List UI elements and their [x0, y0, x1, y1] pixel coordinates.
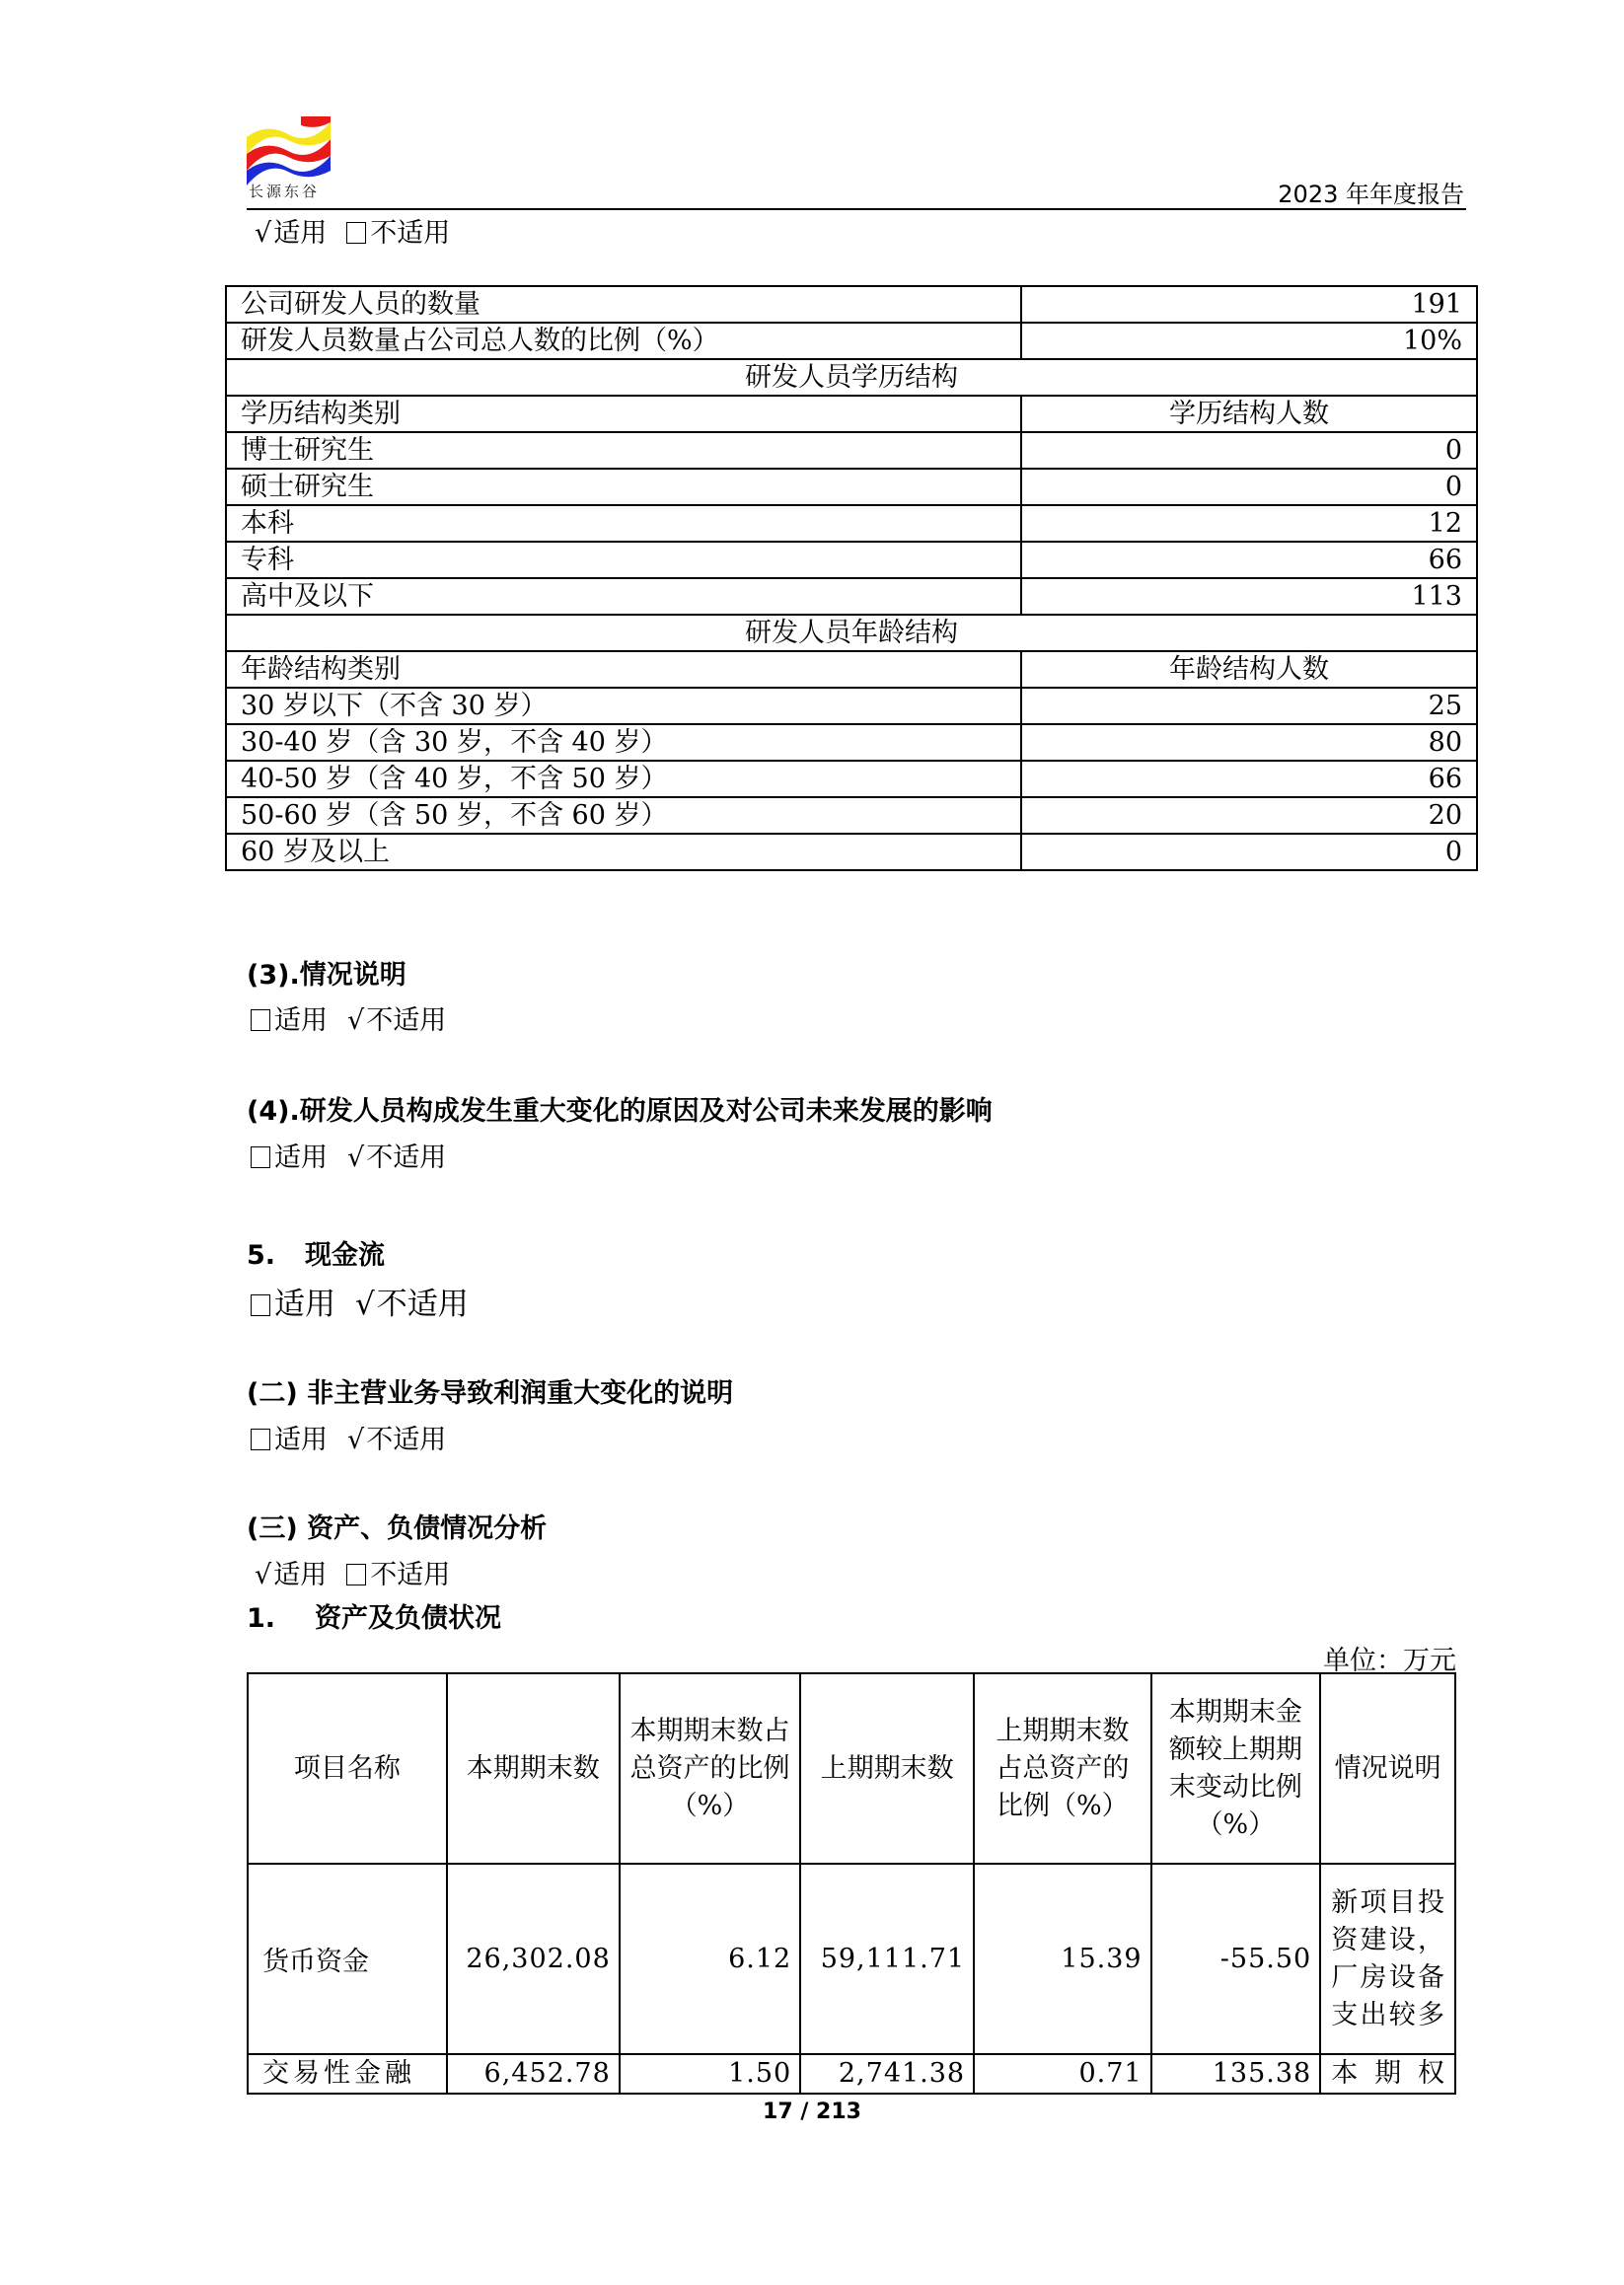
checkbox-icon [251, 1429, 270, 1450]
option-line-non-main-business: 适用 √不适用 [251, 1418, 466, 1456]
section-heading-assets-liabilities: (三) 资产、负债情况分析 [247, 1513, 548, 1544]
table-row: 高中及以下 113 [226, 578, 1477, 615]
table-row: 博士研究生 0 [226, 432, 1477, 469]
table-row: 专科 66 [226, 542, 1477, 578]
table-row: 30 岁以下（不含 30 岁） 25 [226, 688, 1477, 724]
section-heading-situation: (3).情况说明 [247, 960, 406, 991]
check-mark-icon: √ [347, 1005, 365, 1036]
asset-liability-table [247, 1672, 1456, 2095]
report-title: 2023 年年度报告 [1278, 181, 1464, 208]
table-header-row: 年龄结构类别 年龄结构人数 [226, 651, 1477, 688]
logo-text: 长源东谷 [249, 183, 321, 200]
checkbox-icon [251, 1146, 270, 1168]
table-row: 交易性金融 6,452.78 1.50 2,741.38 0.71 135.38 本期权 [248, 2054, 1455, 2094]
check-mark-icon: √ [347, 1425, 365, 1455]
option-line-rd-staff: √适用 不适用 [255, 218, 451, 249]
option-line-assets-liabilities: √适用 不适用 [255, 1560, 451, 1590]
table-row: 60 岁及以上 0 [226, 834, 1477, 870]
table-section-title: 研发人员年龄结构 [226, 615, 1477, 651]
table-row: 本科 12 [226, 505, 1477, 542]
table-row: 40-50 岁（含 40 岁，不含 50 岁） 66 [226, 761, 1477, 797]
page-number: 17 / 213 [763, 2100, 861, 2124]
check-mark-icon: √ [347, 1142, 365, 1173]
check-mark-icon: √ [255, 218, 272, 249]
table-header-row: 学历结构类别 学历结构人数 [226, 396, 1477, 432]
table-row: 研发人员数量占公司总人数的比例（%） 10% [226, 323, 1477, 359]
table-row: 硕士研究生 0 [226, 469, 1477, 505]
checkbox-icon [346, 222, 366, 244]
rd-staff-table [225, 285, 1478, 871]
option-line-cash-flow: 适用 √不适用 [251, 1279, 488, 1323]
checkbox-icon [251, 1294, 270, 1316]
header-divider [247, 208, 1466, 210]
unit-label: 单位：万元 [1323, 1646, 1456, 1676]
section-heading-non-main-business: (二) 非主营业务导致利润重大变化的说明 [247, 1378, 734, 1409]
table-row: 30-40 岁（含 30 岁，不含 40 岁） 80 [226, 724, 1477, 761]
table-header-row: 项目名称 本期期末数 本期期末数占总资产的比例（%） 上期期末数 上期期末数占总资产的比例（%） 本期期末金额较上期期末变动比例（%） 情况说明 [248, 1673, 1455, 1864]
section-heading-cash-flow: 5. 现金流 [247, 1240, 386, 1271]
table-row: 50-60 岁（含 50 岁，不含 60 岁） 20 [226, 797, 1477, 834]
section-heading-change-reason: (4).研发人员构成发生重大变化的原因及对公司未来发展的影响 [247, 1096, 993, 1127]
check-mark-icon: √ [355, 1287, 375, 1322]
table-row: 公司研发人员的数量 191 [226, 286, 1477, 323]
checkbox-icon [346, 1564, 366, 1585]
table-section-title: 研发人员学历结构 [226, 359, 1477, 396]
subsection-heading-assets-status: 1. 资产及负债状况 [247, 1603, 502, 1634]
checkbox-icon [251, 1009, 270, 1031]
option-line-situation: 适用 √不适用 [251, 998, 466, 1037]
option-line-change-reason: 适用 √不适用 [251, 1136, 466, 1174]
check-mark-icon: √ [255, 1560, 272, 1590]
table-row: 货币资金 26,302.08 6.12 59,111.71 15.39 -55.50 新项目投资建设，厂房设备支出较多 [248, 1864, 1455, 2054]
